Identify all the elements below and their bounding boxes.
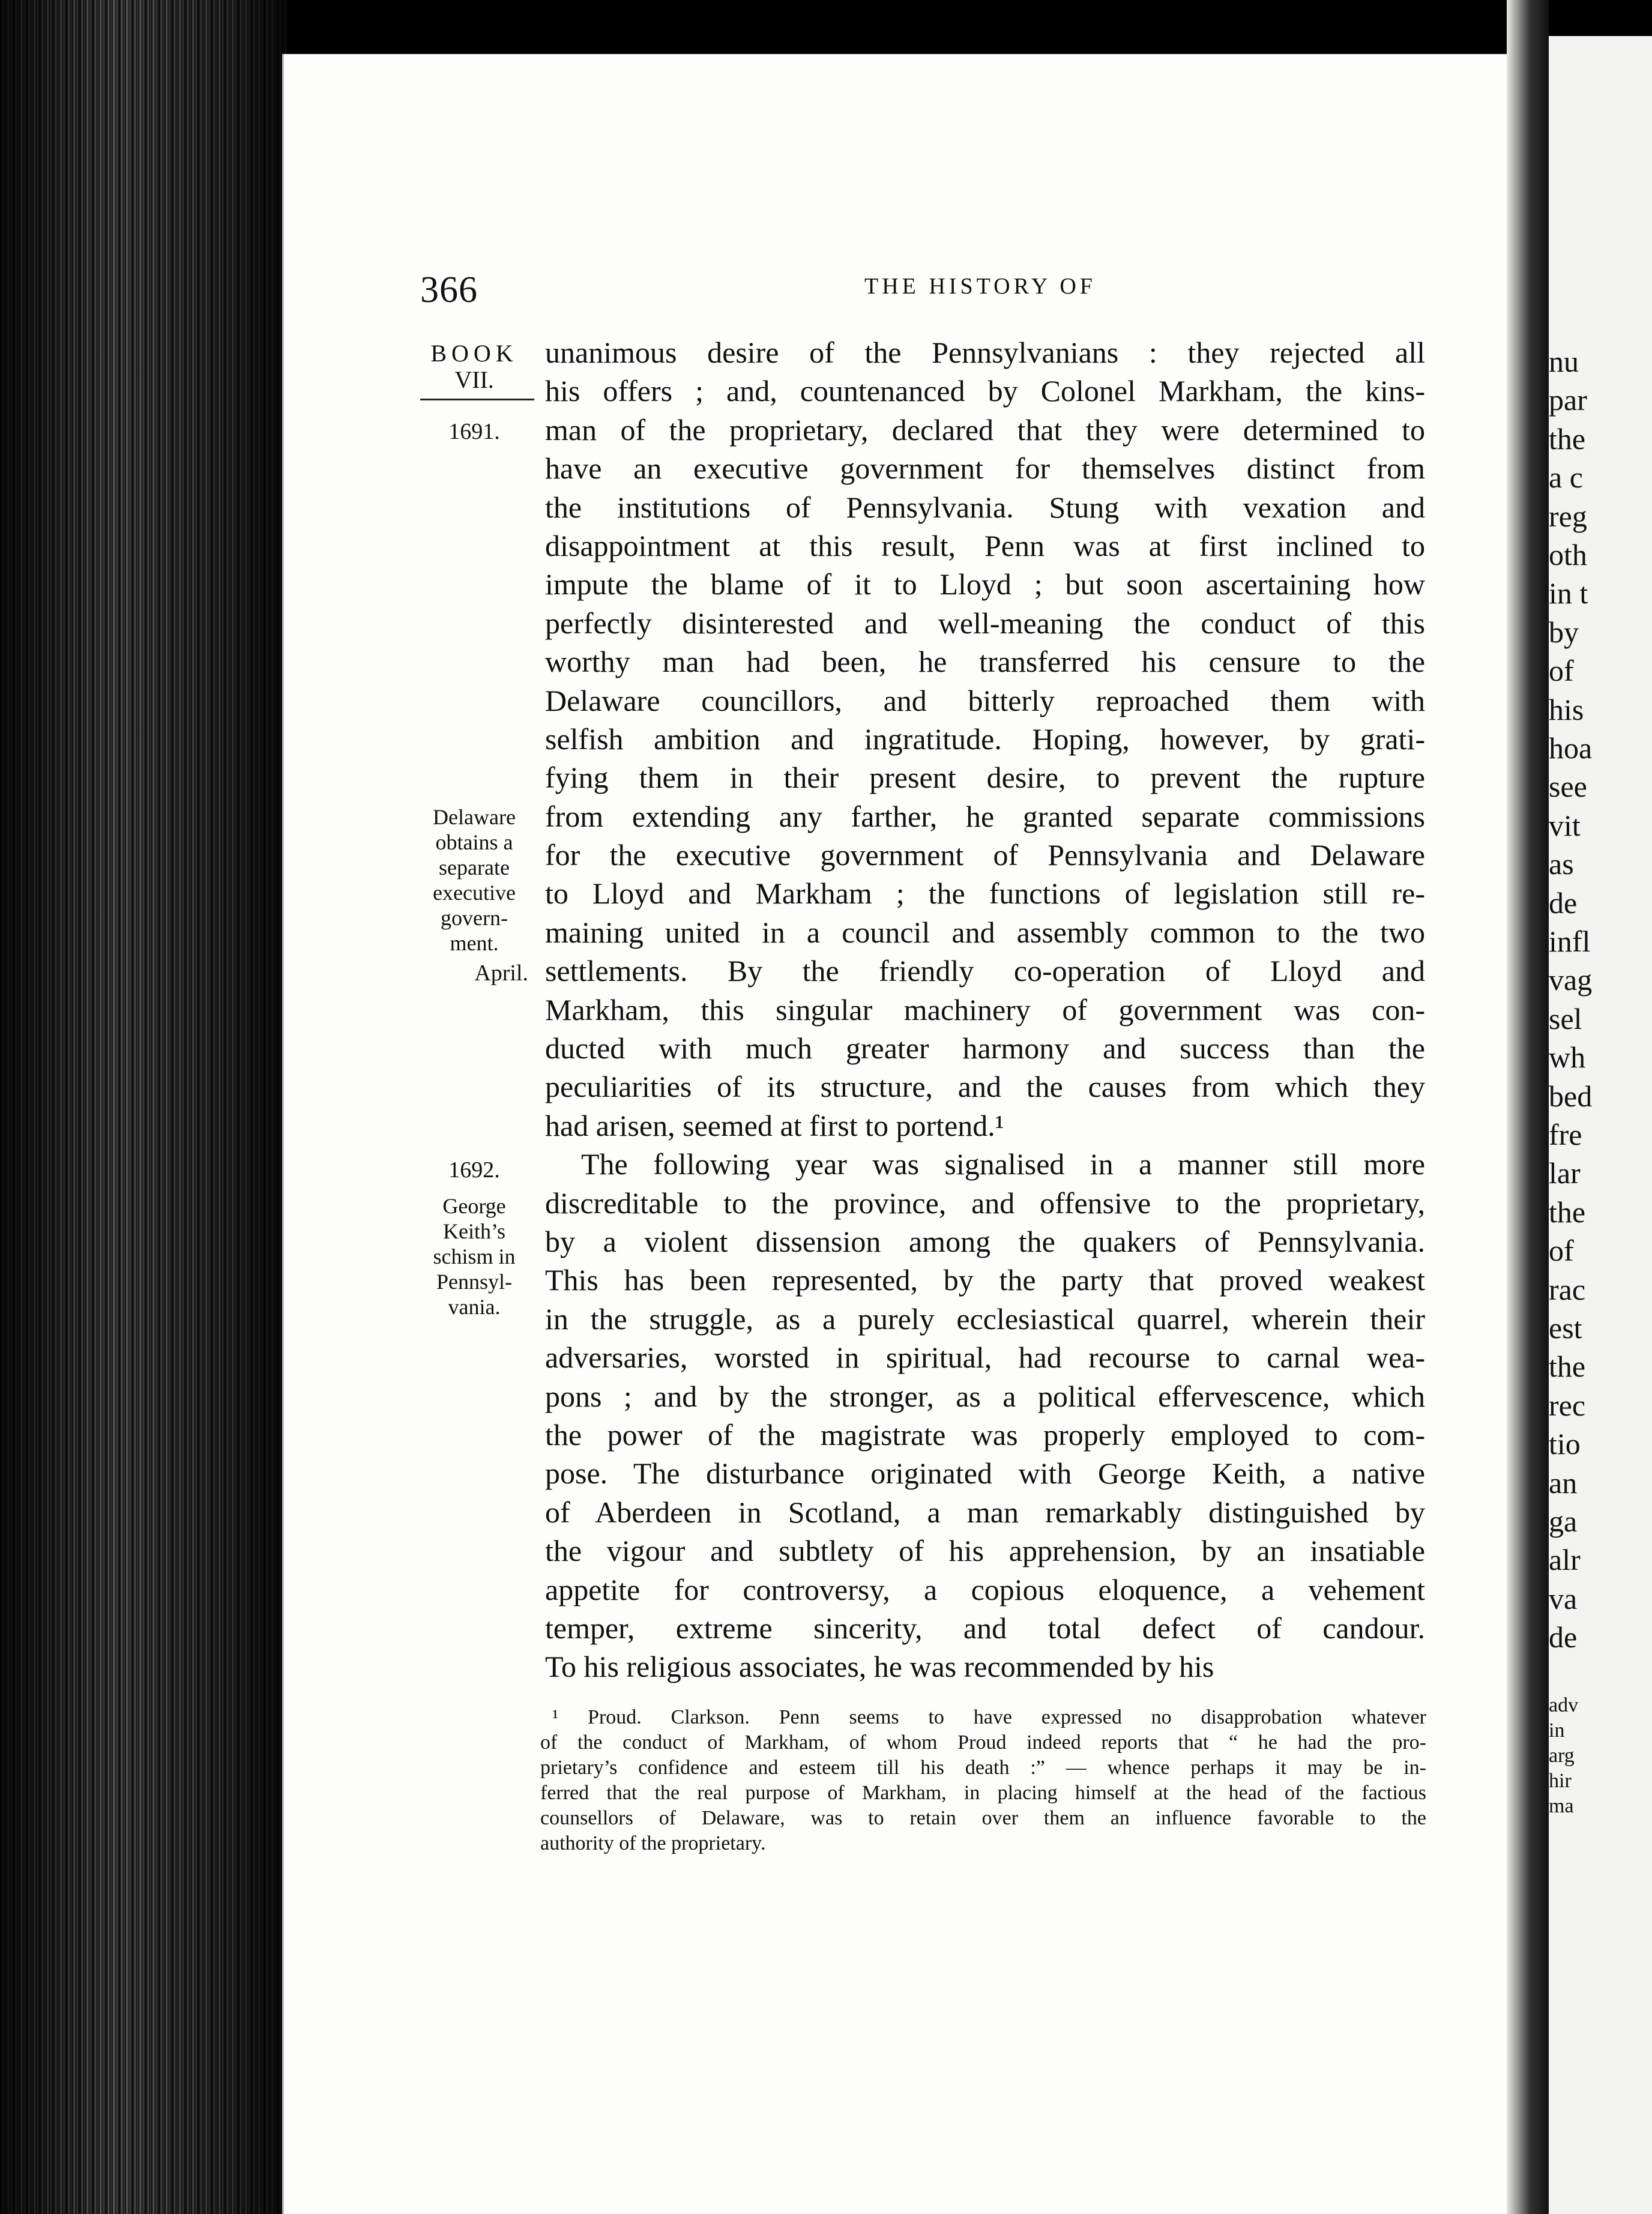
margin-note-line: obtains a xyxy=(435,830,513,854)
margin-note-keith xyxy=(414,1193,534,1320)
margin-note-line: govern- xyxy=(441,906,508,930)
facing-page-line-fragment: lar xyxy=(1549,1156,1581,1190)
body-line: appetite for controversy, a copious eloquence, a vehement xyxy=(545,1572,1425,1606)
facing-page-footnote-fragment: in xyxy=(1549,1719,1565,1742)
facing-page-line-fragment: infl xyxy=(1549,925,1591,958)
book-gutter xyxy=(1507,0,1549,2214)
body-line: worthy man had been, he transferred his censure to the xyxy=(545,645,1425,679)
facing-page-footnote-fragment: ma xyxy=(1549,1795,1574,1817)
facing-page-line-fragment: a c xyxy=(1549,460,1583,495)
facing-page-line-fragment: nu xyxy=(1549,345,1579,378)
facing-page-footnote-fragment: adv xyxy=(1549,1694,1579,1716)
facing-page-line-fragment: est xyxy=(1549,1311,1582,1345)
facing-page-line-fragment: par xyxy=(1549,383,1587,417)
body-line: Delaware councillors, and bitterly reproached them with xyxy=(545,683,1425,717)
body-line: of Aberdeen in Scotland, a man remarkably distinguished by xyxy=(545,1495,1425,1529)
facing-page-line-fragment: in t xyxy=(1549,576,1588,611)
body-line: impute the blame of it to Lloyd ; but soon ascertaining how xyxy=(545,567,1425,602)
facing-page-line-fragment: ga xyxy=(1549,1504,1578,1538)
margin-book-label: BOOK xyxy=(430,340,518,367)
margin-note-april: April. xyxy=(474,961,528,986)
margin-year-1691: 1691. xyxy=(448,419,500,444)
facing-page-footnote-fragment: arg xyxy=(1549,1745,1575,1767)
facing-page-line-fragment: hoa xyxy=(1549,731,1593,765)
body-line: peculiarities of its structure, and the causes from which they xyxy=(545,1070,1425,1104)
body-line: pons ; and by the stronger, as a political effervescence, which xyxy=(545,1379,1425,1413)
facing-page-line-fragment: the xyxy=(1549,1195,1586,1229)
footnote-line: of the conduct of Markham, of whom Proud indeed reports that “ he had the pro- xyxy=(540,1731,1426,1754)
facing-page-line-fragment: an xyxy=(1549,1465,1578,1500)
margin-note-line: Delaware xyxy=(433,805,516,829)
body-line: man of the proprietary, declared that they were determined to xyxy=(545,412,1425,447)
footnote xyxy=(540,1705,1426,1856)
footnote-line: authority of the proprietary. xyxy=(540,1832,766,1854)
body-line: settlements. By the friendly co-operation of Lloyd and xyxy=(545,954,1425,988)
facing-page-line-fragment: vag xyxy=(1549,963,1593,997)
facing-page-line-fragment: of xyxy=(1549,654,1574,688)
facing-page-line-fragment: oth xyxy=(1549,538,1587,572)
margin-note-line: George xyxy=(442,1194,506,1218)
facing-page-line-fragment: reg xyxy=(1549,499,1587,533)
body-line: maining united in a council and assembly common to the two xyxy=(545,915,1425,949)
margin-note-line: schism in xyxy=(433,1244,516,1268)
facing-page-line-fragment: fre xyxy=(1549,1118,1582,1151)
footnote-line: counsellors of Delaware, was to retain over them an influence favorable to the xyxy=(540,1807,1426,1829)
body-line: from extending any farther, he granted separate commissions xyxy=(545,799,1425,833)
body-line: disappointment at this result, Penn was at first inclined to xyxy=(545,528,1425,563)
body-line: in the struggle, as a purely ecclesiastical quarrel, wherein their xyxy=(545,1302,1425,1336)
facing-page-line-fragment: tio xyxy=(1549,1427,1581,1461)
body-line: fying them in their present desire, to prevent the rupture xyxy=(545,761,1425,795)
facing-page-line-fragment: sel xyxy=(1549,1001,1582,1036)
margin-note-line: ment. xyxy=(450,931,499,955)
margin-book-number: VII. xyxy=(454,366,494,393)
facing-page-line-fragment: rac xyxy=(1549,1272,1586,1306)
facing-page-line-fragment: the xyxy=(1549,1350,1586,1384)
margin-note-line: separate xyxy=(439,855,510,879)
body-line: temper, extreme sincerity, and total defect of candour. xyxy=(545,1611,1425,1645)
footnote-line: prietary’s confidence and esteem till his death :” — whence perhaps it may be in- xyxy=(540,1757,1426,1779)
facing-page-line-fragment: va xyxy=(1549,1581,1578,1615)
footnote-line: ¹ Proud. Clarkson. Penn seems to have expressed no disapprobation whatever xyxy=(552,1706,1426,1728)
body-line: ducted with much greater harmony and success than the xyxy=(545,1031,1425,1066)
body-line: the institutions of Pennsylvania. Stung with vexation and xyxy=(545,490,1425,524)
facing-page-line-fragment: as xyxy=(1549,847,1574,881)
body-line: This has been represented, by the party that proved weakest xyxy=(545,1263,1425,1297)
facing-page-line-fragment: his xyxy=(1549,692,1584,726)
body-line: the power of the magistrate was properly employed to com- xyxy=(545,1417,1425,1452)
body-line: have an executive government for themselves distinct from xyxy=(545,451,1425,486)
body-line: by a violent dissension among the quakers of Pennsylvania. xyxy=(545,1224,1425,1258)
facing-page-line-fragment: bed xyxy=(1549,1079,1593,1113)
facing-page-line-fragment: rec xyxy=(1549,1388,1586,1422)
body-line: perfectly disinterested and well-meaning the conduct of this xyxy=(545,606,1425,640)
body-line: selfish ambition and ingratitude. Hoping, however, by grati- xyxy=(545,722,1425,756)
body-line: his offers ; and, countenanced by Colonel Markham, the kins- xyxy=(545,374,1425,408)
facing-page-line-fragment: de xyxy=(1549,1620,1578,1654)
body-line: the vigour and subtlety of his apprehension, by an insatiable xyxy=(545,1534,1425,1568)
body-line: The following year was signalised in a manner still more xyxy=(581,1147,1425,1181)
body-line: unanimous desire of the Pennsylvanians : they rejected all xyxy=(545,336,1425,369)
facing-page-line-fragment: vit xyxy=(1549,808,1581,842)
margin-note-line: vania. xyxy=(448,1295,501,1319)
body-line: adversaries, worsted in spiritual, had recourse to carnal wea- xyxy=(545,1341,1425,1375)
facing-page-line-fragment: see xyxy=(1549,770,1587,804)
facing-page-line-fragment: by xyxy=(1549,615,1579,649)
facing-page-fragment xyxy=(1549,36,1652,2214)
margin-note-line: Pennsyl- xyxy=(436,1270,512,1294)
facing-page-line-fragment: de xyxy=(1549,885,1578,920)
facing-page-line-fragment: the xyxy=(1549,421,1586,456)
margin-year-1692: 1692. xyxy=(448,1157,500,1183)
body-line: Markham, this singular machinery of government was con- xyxy=(545,992,1425,1027)
facing-page-footnote-fragment: hir xyxy=(1549,1770,1572,1792)
body-text xyxy=(545,333,1425,1686)
body-line: to Lloyd and Markham ; the functions of legislation still re- xyxy=(545,876,1425,911)
page-number: 366 xyxy=(420,270,478,310)
margin-rule xyxy=(420,399,534,400)
margin-note-delaware xyxy=(414,804,534,956)
body-line: had arisen, seemed at first to portend.¹ xyxy=(545,1108,1004,1142)
body-line: for the executive government of Pennsylvania and Delaware xyxy=(545,838,1425,872)
body-line: discreditable to the province, and offensive to the proprietary, xyxy=(545,1186,1425,1220)
facing-page-line-fragment: wh xyxy=(1549,1040,1586,1075)
footnote-line: ferred that the real purpose of Markham, in placing himself at the head of the factious xyxy=(540,1782,1426,1804)
body-line: pose. The disturbance originated with George Keith, a native xyxy=(545,1456,1425,1491)
margin-note-line: Keith’s xyxy=(443,1219,505,1243)
facing-page-line-fragment: alr xyxy=(1549,1543,1581,1577)
body-line: To his religious associates, he was recommended by his xyxy=(545,1650,1214,1684)
book-page-edges xyxy=(0,0,288,2214)
facing-page-line-fragment: of xyxy=(1549,1234,1574,1268)
running-head: THE HISTORY OF xyxy=(864,274,1096,299)
margin-note-line: executive xyxy=(433,881,516,905)
